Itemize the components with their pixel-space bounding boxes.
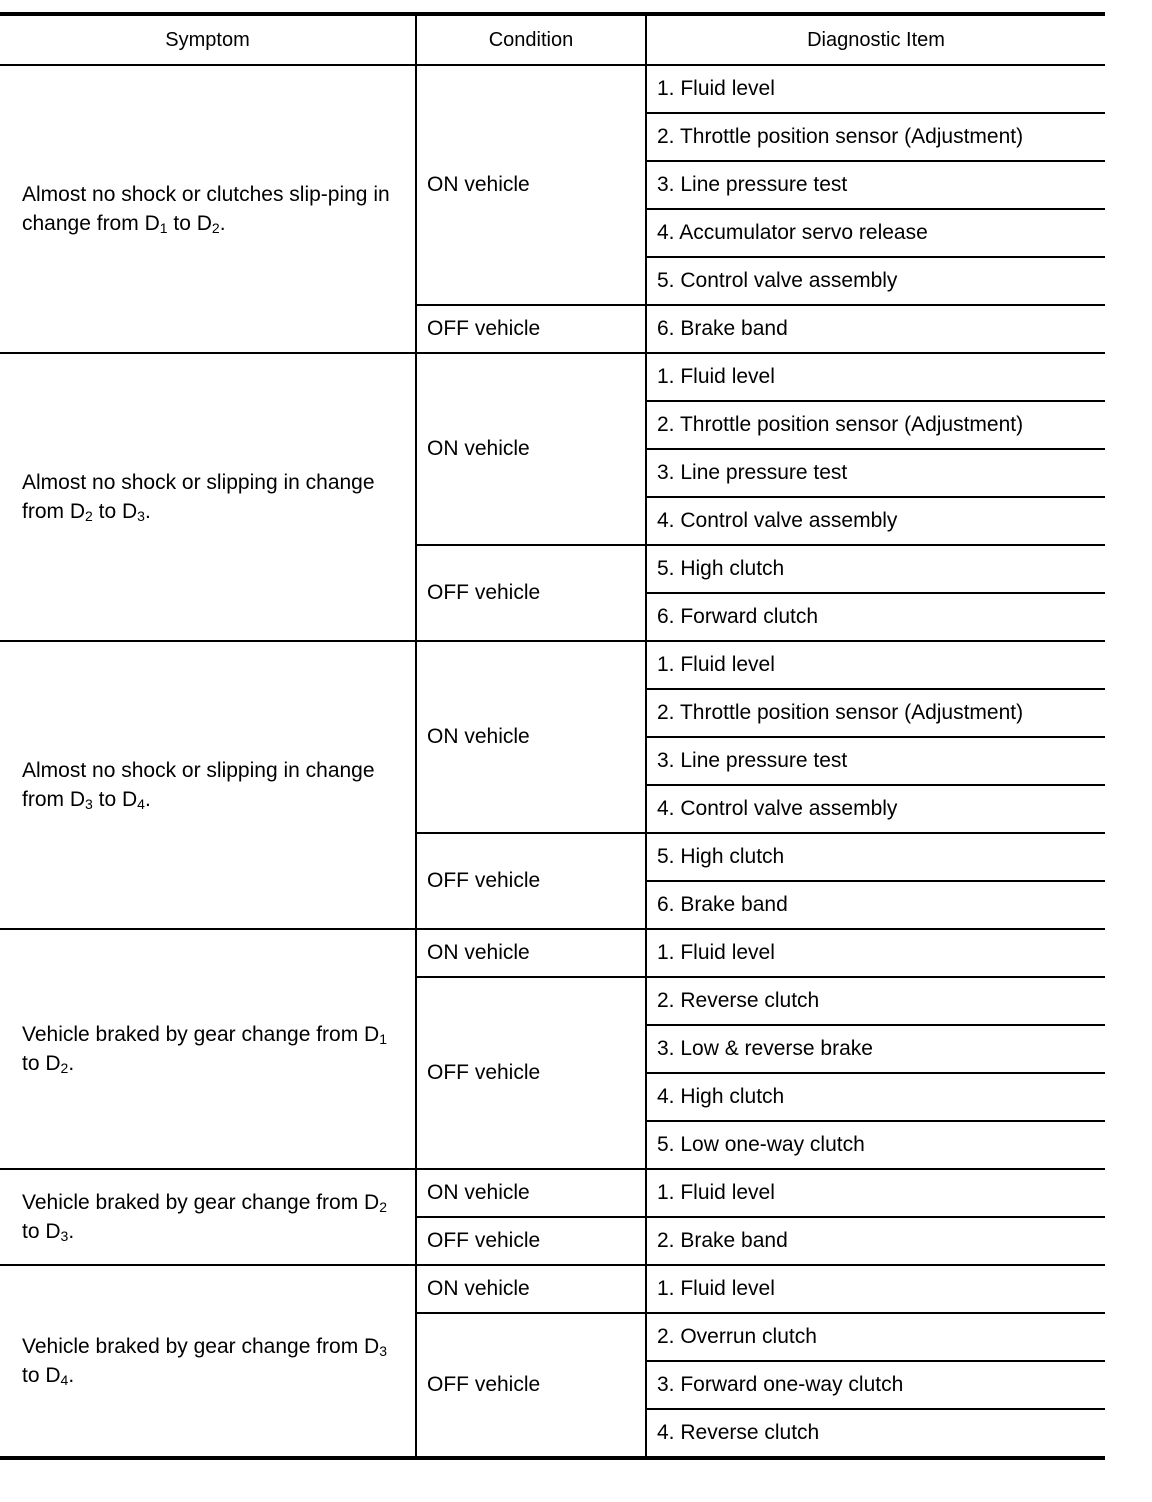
table-row: [0, 1265, 1105, 1313]
diagnostic-table: [0, 12, 1105, 1460]
symptom-cell: Almost no shock or clutches slip-ping in change from $D_1$ to $D_2$.: [0, 65, 416, 353]
symptom-cell: Vehicle braked by gear change from $D_2$ to $D_3$.: [0, 1169, 416, 1265]
diagnostic-item-cell: 2. Brake band: [646, 1217, 1105, 1265]
diagnostic-item-cell: 2. Reverse clutch: [646, 977, 1105, 1025]
header-condition: Condition: [416, 14, 646, 65]
diagnostic-item-cell: 5. High clutch: [646, 833, 1105, 881]
diagnostic-item-cell: 3. Line pressure test: [646, 737, 1105, 785]
condition-cell: OFF vehicle: [416, 977, 646, 1169]
table-row: [0, 641, 1105, 689]
condition-cell: ON vehicle: [416, 1265, 646, 1313]
diagnostic-item-cell: 6. Forward clutch: [646, 593, 1105, 641]
diagnostic-item-cell: 3. Line pressure test: [646, 161, 1105, 209]
symptom-cell: Almost no shock or slipping in change from $D_3$ to $D_4$.: [0, 641, 416, 929]
diagnostic-item-cell: 2. Overrun clutch: [646, 1313, 1105, 1361]
table-row: [0, 65, 1105, 113]
condition-cell: OFF vehicle: [416, 1313, 646, 1458]
condition-cell: OFF vehicle: [416, 833, 646, 929]
diagnostic-item-cell: 2. Throttle position sensor (Adjustment): [646, 401, 1105, 449]
diagnostic-item-cell: 6. Brake band: [646, 881, 1105, 929]
diagnostic-item-cell: 1. Fluid level: [646, 929, 1105, 977]
diagnostic-item-cell: 2. Throttle position sensor (Adjustment): [646, 689, 1105, 737]
symptom-cell: Vehicle braked by gear change from $D_3$ to $D_4$.: [0, 1265, 416, 1458]
diagnostic-item-cell: 4. High clutch: [646, 1073, 1105, 1121]
table-body: [0, 65, 1105, 1458]
diagnostic-item-cell: 4. Accumulator servo release: [646, 209, 1105, 257]
diagnostic-item-cell: 1. Fluid level: [646, 641, 1105, 689]
diagnostic-item-cell: 1. Fluid level: [646, 1265, 1105, 1313]
header-symptom: Symptom: [0, 14, 416, 65]
diagnostic-item-cell: 3. Forward one-way clutch: [646, 1361, 1105, 1409]
condition-cell: OFF vehicle: [416, 545, 646, 641]
table-row: [0, 1169, 1105, 1217]
diagnostic-item-cell: 5. High clutch: [646, 545, 1105, 593]
diagnostic-item-cell: 4. Control valve assembly: [646, 497, 1105, 545]
header-diagnostic-item: Diagnostic Item: [646, 14, 1105, 65]
table-row: [0, 353, 1105, 401]
condition-cell: ON vehicle: [416, 929, 646, 977]
diagnostic-item-cell: 3. Line pressure test: [646, 449, 1105, 497]
condition-cell: ON vehicle: [416, 65, 646, 305]
table-row: [0, 929, 1105, 977]
diagnostic-item-cell: 4. Control valve assembly: [646, 785, 1105, 833]
condition-cell: ON vehicle: [416, 1169, 646, 1217]
diagnostic-item-cell: 5. Low one-way clutch: [646, 1121, 1105, 1169]
diagnostic-item-cell: 5. Control valve assembly: [646, 257, 1105, 305]
symptom-cell: Almost no shock or slipping in change from $D_2$ to $D_3$.: [0, 353, 416, 641]
condition-cell: ON vehicle: [416, 641, 646, 833]
condition-cell: OFF vehicle: [416, 1217, 646, 1265]
diagnostic-item-cell: 1. Fluid level: [646, 65, 1105, 113]
diagnostic-item-cell: 1. Fluid level: [646, 1169, 1105, 1217]
diagnostic-item-cell: 1. Fluid level: [646, 353, 1105, 401]
diagnostic-item-cell: 2. Throttle position sensor (Adjustment): [646, 113, 1105, 161]
diagnostic-item-cell: 4. Reverse clutch: [646, 1409, 1105, 1458]
symptom-cell: Vehicle braked by gear change from $D_1$ to $D_2$.: [0, 929, 416, 1169]
condition-cell: OFF vehicle: [416, 305, 646, 353]
diagnostic-item-cell: 6. Brake band: [646, 305, 1105, 353]
condition-cell: ON vehicle: [416, 353, 646, 545]
diagnostic-item-cell: 3. Low & reverse brake: [646, 1025, 1105, 1073]
header-row: [0, 14, 1105, 65]
